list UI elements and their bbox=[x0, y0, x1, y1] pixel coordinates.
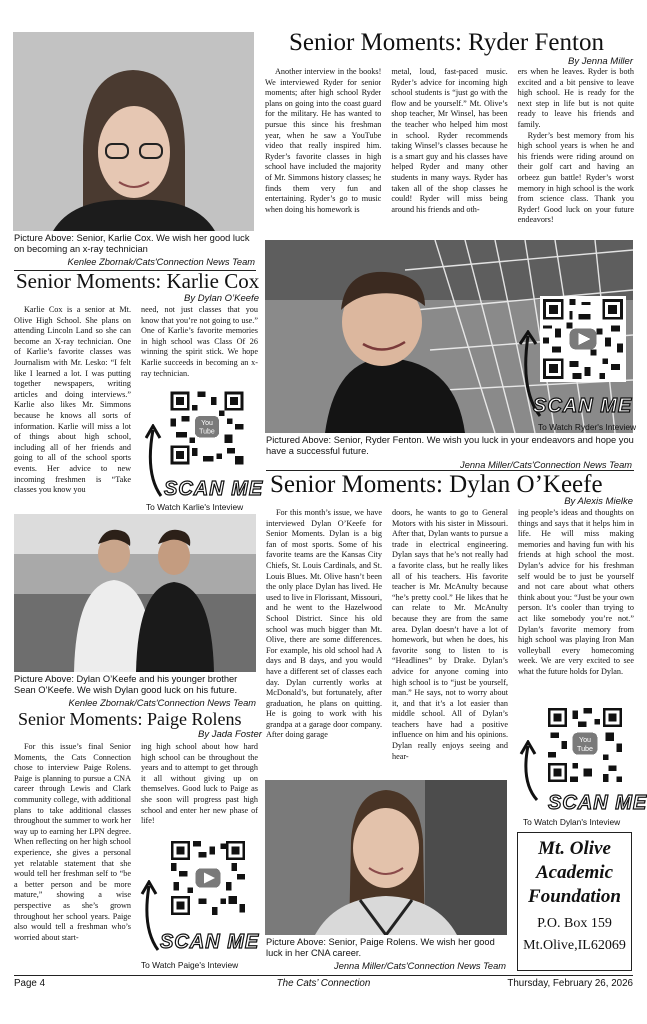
ryder-headline: Senior Moments: Ryder Fenton bbox=[289, 29, 604, 56]
karlie-byline: By Dylan O’Keefe bbox=[184, 293, 259, 304]
ad-line-1: Mt. Olive bbox=[538, 838, 611, 859]
svg-text:You: You bbox=[201, 420, 213, 428]
ad-line-5: Mt.Olive,IL62069 bbox=[523, 938, 626, 953]
dylan-qr-code-icon[interactable] bbox=[545, 705, 625, 785]
karlie-column-2: need, not just classes that you know that you’re not going to use.” One of Karlie’s favorite memories in high school was Class Of 26 winning the spirit stick. We hope Karlie succeeds in becoming an x-ray technician. bbox=[141, 305, 258, 378]
paige-column-1: For this issue’s final Senior Moments, the Cats Connection chose to interview Paige Rolens. Paige is planning to pursue a CNA career through Lewis and Clark community college, with additional plans to take additional classes throughout the summer to work her way up to earning her LPN degree. When reflecting on her high school experience, she gives a personal yet relatable statement that she would tell her freshman self to “be a better person and be more mature,” showing a wise perspective as she’s grown throughout her school years. Paige also would tell a freshman who’s worried about start- bbox=[14, 742, 131, 942]
footer-paper-name: The Cats’ Connection bbox=[276, 978, 371, 989]
dylan-column-2: doors, he wants to go to General Motors with his sister in Missouri. After that, Dylan wants to pursue a trade in electrical engineering. Dylan says that he’s not really had a favorite class, but he really likes all of his teachers. His favorite teacher is Mr. McAnulty because “he’s pretty cool.” He likes that he can relate to Mr. McAnulty because they are from the same area. Dylan doesn’t have a lot of homework, but when he does, his favorite song to listen to is “Headlines” by Drake. Dylan’s advice for anyone coming into high school is to “just be yourself, man.” He says, not to worry about it, and that it’s a lot easier than middle school. All of Dylan’s teachers have had a positive influence on him and his opinions. Dylan really enjoys seeing and hear- bbox=[392, 508, 508, 761]
paige-column-2: ing high school about how hard high school can be throughout the years and to attempt to get through it all without giving up on themselves. Good luck to Paige as she soon will progress past high school and enter her new phase of life! bbox=[141, 742, 258, 826]
footer-date: Thursday, February 26, 2026 bbox=[507, 978, 633, 989]
paige-byline: By Jada Foster bbox=[198, 729, 262, 740]
footer-page-number: Page 4 bbox=[14, 978, 46, 989]
svg-text:Tube: Tube bbox=[576, 744, 594, 753]
dylan-photo bbox=[14, 514, 256, 672]
footer-rule bbox=[14, 975, 633, 976]
karlie-scan-me-label: SCAN ME bbox=[164, 478, 264, 500]
karlie-watch-link[interactable]: To Watch Karlie's Inteview bbox=[146, 502, 244, 512]
paige-watch-link[interactable]: To Watch Paige's Inteview bbox=[141, 960, 239, 970]
svg-text:Tube: Tube bbox=[199, 428, 215, 436]
dylan-photo-caption: Picture Above: Dylan O’Keefe and his younger brother Sean O’Keefe. We wish Dylan good luck on his future. bbox=[14, 674, 238, 695]
paige-photo bbox=[265, 780, 507, 935]
dylan-arrow-icon bbox=[519, 740, 543, 804]
ryder-column-1: Another interview in the books! We interviewed Ryder for senior moments; after high school Ryder plans on going into the coast guard for the military. He has wanted to pursue this since his freshman year, when he saw a YouTube video that really inspired him. Ryder’s favorite classes in high school have included the majority of Mr. Simmons history classes; he finds them very fun and entertaining. Ryder’s go to music when doing his homework is bbox=[265, 67, 382, 214]
foundation-ad bbox=[517, 832, 632, 971]
dylan-column-1: For this month’s issue, we have interviewed Dylan O’Keefe for Senior Moments. Dylan is a big fan of most sports. Some of his favorite teams are the Kansas City Chiefs, St. Louis Cardinals, and St. Louis Blues. Mt. Olive hasn’t been the only place Dylan has lived. He used to live in Florissant, Missouri, and he went to the Hazelwood School District. Since his old school was much bigger than Mt. Olive, there are some differences. For example, his old school had A days and B days, and you would have a different set of classes each day. Dylan currently works at McDonald’s, but fortunately, after graduation, he plans on quitting. He is going to work with his grandpa at a garage door company. After doing garage bbox=[266, 508, 382, 740]
paige-photo-caption: Picture Above: Senior, Paige Rolens. We wish her good luck in her CNA career. bbox=[266, 937, 495, 958]
ryder-photo-caption: Pictured Above: Senior, Ryder Fenton. We wish you luck in your endeavors and hope you have a successful future. bbox=[266, 435, 634, 456]
dylan-scan-me-label: SCAN ME bbox=[548, 792, 647, 814]
ad-line-2: Academic bbox=[535, 862, 614, 883]
dylan-photo-credit: Kenlee Zbornak/Cats'Connection News Team bbox=[68, 698, 256, 708]
dylan-column-3: ing people’s ideas and thoughts on things and says that it helps him in life. He will miss making memories and having fun with his friends at high school the most. Dylan’s advice for his freshman self would be to just be yourself and not care about what others think about you: “Just be your own person. It’s cooler than trying to act like somebody you’re not.” Dylan’s favorite memory from high school was playing Iron Man volleyball every homecoming week. We are very excited to see what the future holds for Dylan. bbox=[518, 508, 634, 676]
dylan-watch-link[interactable]: To Watch Dylan's Inteview bbox=[523, 817, 621, 827]
paige-qr-code-icon[interactable] bbox=[168, 838, 248, 918]
ryder-watch-link[interactable]: To Watch Ryder's Inteview bbox=[538, 422, 637, 432]
karlie-qr-code-icon[interactable] bbox=[168, 389, 246, 467]
ryder-byline: By Jenna Miller bbox=[568, 56, 633, 67]
paige-scan-me-label: SCAN ME bbox=[160, 931, 260, 953]
ryder-column-2: metal, loud, fast-paced music. Ryder’s advice for incoming high school students is “just go with the flow and be yourself.” Mt. Olive’s shop teacher, Mr Winsel, has been the teacher who helped him most in school. Ryder recommends taking Winsel’s classes because he is a smart guy and his classes have helped Ryder and many other students in many ways. Ryder has taken all of the shop classes he could! Ryder will miss being around his friends and oth- bbox=[391, 67, 508, 214]
paige-photo-credit: Jenna Miller/Cats'Connection News Team bbox=[334, 961, 506, 971]
ad-line-3: Foundation bbox=[528, 886, 621, 907]
karlie-photo-caption: Picture Above: Senior, Karlie Cox. We wish her good luck on becoming an x-ray technician bbox=[14, 233, 250, 254]
paige-headline: Senior Moments: Paige Rolens bbox=[18, 709, 242, 729]
karlie-column-1: Karlie Cox is a senior at Mt. Olive High School. She plans on attending Lincoln Land so she can become an X-ray technician. One of Karlie’s favorite classes was Journalism with Mr. Lesko: “I felt like I learned a lot. I was putting together newspapers, writing articles and doing interviews.” Karlie also likes Mr. Simmons because he knows all sorts of information. Karlie will miss a lot of things about high school, including all of her friends and going to all of the school sports events. Her advice to new incoming freshmen is “Take classes you know you bbox=[14, 305, 131, 495]
ryder-scan-me-label: SCAN ME bbox=[533, 395, 633, 417]
ryder-qr-code-icon[interactable] bbox=[540, 296, 626, 382]
karlie-photo-credit: Kenlee Zbornak/Cats'Connection News Team bbox=[67, 257, 255, 267]
dylan-headline: Senior Moments: Dylan O’Keefe bbox=[270, 471, 603, 498]
svg-text:You: You bbox=[578, 735, 592, 744]
ryder-column-3: ers when he leaves. Ryder is both excited and a bit pensive to leave high school. He is ready for the next step in life but is not quite ready to leave his friends and family. Ryder’s best memory from his high school years is when he and his friends were riding around on their golf cart and having an orbeez gun battle! Ryder’s worst memory in high school is the work from science class. Thank you Ryder! Good luck on your future endeavors! bbox=[517, 67, 634, 225]
karlie-headline: Senior Moments: Karlie Cox bbox=[16, 269, 260, 293]
ad-line-4: P.O. Box 159 bbox=[537, 916, 612, 931]
ryder-photo-credit: Jenna Miller/Cats'Connection News Team bbox=[460, 460, 632, 470]
ryder-body bbox=[265, 67, 634, 237]
dylan-byline: By Alexis Mielke bbox=[564, 496, 633, 507]
karlie-photo bbox=[13, 32, 254, 231]
